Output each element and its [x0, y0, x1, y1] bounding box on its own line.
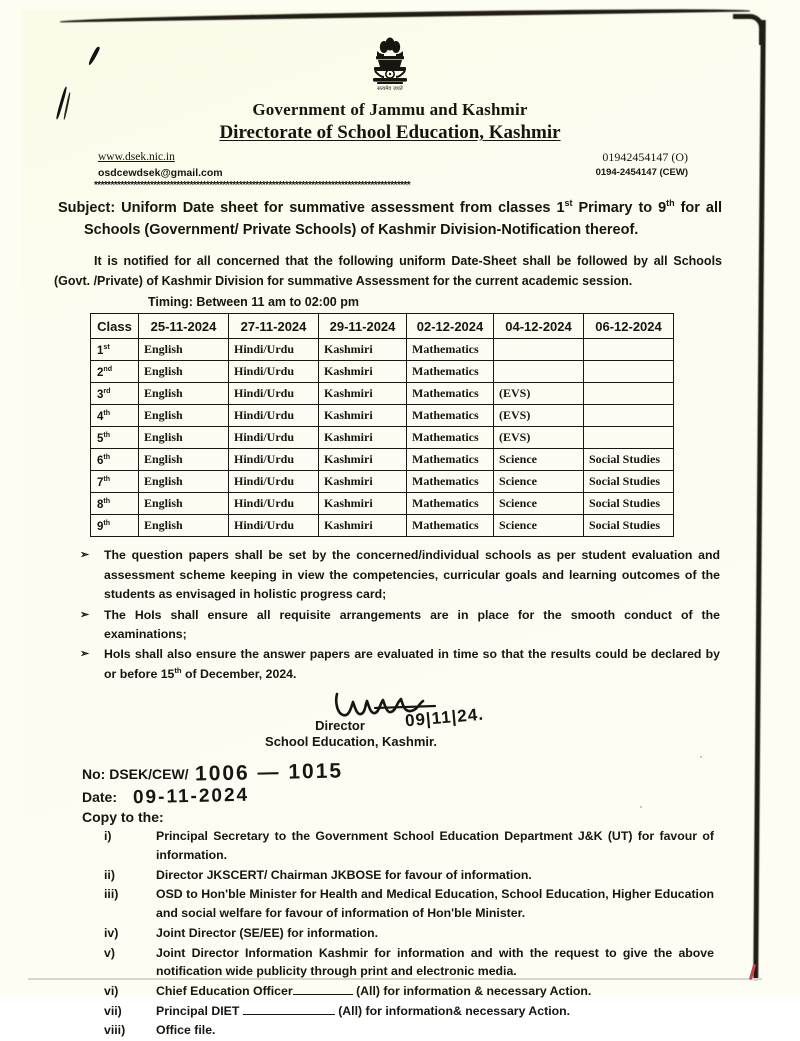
table-cell-subject: Science	[494, 471, 584, 493]
copy-to-item	[82, 885, 728, 922]
signature-title: Director	[315, 718, 365, 734]
table-cell-class: 1st	[91, 339, 139, 361]
contact-left	[98, 149, 223, 181]
copy-to-item-number: ii)	[104, 867, 115, 882]
table-cell-subject: Hindi/Urdu	[229, 515, 319, 537]
reference-date-value: 09-11-2024	[132, 785, 250, 809]
reference-block	[52, 761, 728, 1040]
signature-date: 09|11|24.	[404, 704, 485, 731]
table-row	[91, 471, 674, 493]
table-cell-class: 3rd	[91, 383, 139, 405]
notification-paragraph: It is notified for all concerned that the following uniform Date-Sheet shall be followed by all Schools (Govt. /Private) of Kashmir Division for summative Assessment for the current academic session.	[54, 253, 722, 289]
table-cell-subject: English	[139, 383, 229, 405]
copy-to-item-number: vii)	[104, 1003, 122, 1018]
copy-to-item-text	[156, 982, 728, 1001]
table-cell-subject: (EVS)	[494, 383, 584, 405]
table-cell-subject: English	[139, 471, 229, 493]
table-cell-subject: Social Studies	[584, 493, 674, 515]
table-cell-subject: Mathematics	[407, 361, 494, 383]
table-cell-subject: Mathematics	[407, 405, 494, 427]
table-cell-class: 6th	[91, 449, 139, 471]
table-col-date-1: 25-11-2024	[139, 314, 229, 339]
table-cell-class: 2nd	[91, 361, 139, 383]
table-cell-subject: Social Studies	[584, 515, 674, 537]
table-cell-subject: English	[139, 361, 229, 383]
copy-to-item	[82, 866, 728, 885]
copy-to-text-part-1: Principal DIET	[156, 1003, 243, 1018]
subject-line1: Uniform Date sheet for summative assessment from classes 1st Primary to 9th for all Schools (Government/ Private Schools) of Kashmir Division-Notification thereof.	[84, 198, 723, 239]
table-cell-subject: Mathematics	[407, 493, 494, 515]
table-row	[91, 405, 674, 427]
table-cell-subject	[584, 427, 674, 449]
table-cell-subject: Mathematics	[407, 449, 494, 471]
emblem-container	[52, 34, 728, 99]
instruction-item	[80, 606, 720, 645]
table-cell-subject: Mathematics	[407, 427, 494, 449]
header-divider: ************************************************************************************************	[94, 179, 410, 191]
table-row	[91, 361, 674, 383]
table-col-date-4: 02-12-2024	[407, 314, 494, 339]
table-cell-subject	[584, 383, 674, 405]
table-cell-class: 4th	[91, 405, 139, 427]
copy-to-item	[82, 944, 728, 981]
arrow-bullet-icon: ➢	[80, 549, 90, 562]
signature-office: School Education, Kashmir.	[265, 734, 437, 750]
copy-to-item-number: iii)	[104, 887, 119, 902]
table-cell-subject: Social Studies	[584, 449, 674, 471]
table-cell-subject: Kashmiri	[319, 493, 407, 515]
table-col-date-5: 04-12-2024	[494, 314, 584, 339]
instruction-item	[80, 546, 720, 604]
copy-to-item-number: v)	[104, 945, 115, 960]
email-address[interactable]: osdcewdsek@gmail.com	[98, 166, 223, 179]
copy-to-item-text	[156, 1002, 728, 1021]
table-col-date-2: 27-11-2024	[229, 314, 319, 339]
copy-to-text-part-2: (All) for information & necessary Action.	[352, 983, 592, 998]
timing-line: Timing: Between 11 am to 02:00 pm	[148, 295, 359, 310]
table-cell-subject: English	[139, 405, 229, 427]
contact-right	[596, 149, 688, 180]
subject-ordinal-1: st	[564, 198, 573, 209]
table-cell-subject: Kashmiri	[319, 515, 407, 537]
contact-row	[98, 149, 688, 181]
table-cell-class: 5th	[91, 427, 139, 449]
table-cell-subject: Science	[494, 449, 584, 471]
table-cell-subject	[584, 405, 674, 427]
table-cell-subject: Mathematics	[407, 383, 494, 405]
fill-in-blank[interactable]	[243, 1014, 335, 1015]
copy-to-item-text: OSD to Hon'ble Minister for Health and Medical Education, School Education, Higher Education and social welfare for favour of information of Hon'ble Minister.	[156, 887, 714, 921]
copy-to-item	[82, 982, 728, 1001]
table-cell-subject	[494, 339, 584, 361]
subject-ordinal-2: th	[666, 198, 675, 209]
arrow-bullet-icon: ➢	[80, 608, 90, 621]
table-cell-subject: English	[139, 339, 229, 361]
table-row	[91, 383, 674, 405]
reference-date-row	[82, 786, 728, 808]
table-cell-subject: Mathematics	[407, 515, 494, 537]
table-cell-subject: Hindi/Urdu	[229, 427, 319, 449]
date-sheet-table	[90, 313, 674, 537]
copy-to-item-number: viii)	[104, 1023, 126, 1038]
reference-number-value: 1006 — 1015	[194, 759, 343, 786]
document-content	[52, 18, 728, 1041]
phone-office: 01942454147 (O)	[602, 150, 688, 164]
copy-to-item-text: Director JKSCERT/ Chairman JKBOSE for favour of information.	[156, 867, 532, 882]
copy-to-item-text: Joint Director (SE/EE) for information.	[156, 925, 379, 940]
subject-block	[52, 197, 728, 242]
subject-label: Subject:	[58, 199, 116, 216]
table-cell-subject: English	[139, 515, 229, 537]
table-cell-subject: (EVS)	[494, 427, 584, 449]
table-row	[91, 339, 674, 361]
copy-to-item	[82, 1002, 728, 1021]
copy-to-label: Copy to the:	[82, 809, 164, 826]
copy-to-item	[82, 1021, 728, 1040]
table-cell-subject: Hindi/Urdu	[229, 383, 319, 405]
table-cell-subject: Hindi/Urdu	[229, 339, 319, 361]
table-cell-subject: Hindi/Urdu	[229, 493, 319, 515]
instruction-item	[80, 645, 720, 684]
arrow-bullet-icon: ➢	[80, 648, 90, 661]
table-row	[91, 449, 674, 471]
instruction-text: The HoIs shall ensure all requisite arrangements are in place for the smooth conduct of the examinations;	[104, 607, 720, 642]
table-body	[91, 339, 674, 537]
table-row	[91, 427, 674, 449]
table-cell-subject: Hindi/Urdu	[229, 449, 319, 471]
copy-to-item-number: iv)	[104, 925, 119, 940]
instructions-list	[80, 546, 720, 684]
reference-number-row	[82, 761, 728, 785]
organization-name: Government of Jammu and Kashmir	[252, 100, 528, 119]
website-link[interactable]: www.dsek.nic.in	[98, 151, 175, 163]
table-row	[91, 515, 674, 537]
phone-cew: 0194-2454147 (CEW)	[595, 167, 688, 179]
table-cell-subject	[584, 361, 674, 383]
ashoka-emblem-icon	[367, 34, 413, 94]
table-cell-subject: Mathematics	[407, 339, 494, 361]
table-cell-subject: Hindi/Urdu	[229, 361, 319, 383]
table-col-date-3: 29-11-2024	[319, 314, 407, 339]
signature-block	[52, 692, 728, 749]
table-cell-subject: English	[139, 427, 229, 449]
table-cell-subject: Hindi/Urdu	[229, 405, 319, 427]
copy-to-text-part-1: Chief Education Officer	[156, 983, 293, 998]
fill-in-blank[interactable]	[293, 994, 353, 995]
table-cell-subject: Kashmiri	[319, 361, 407, 383]
table-col-class: Class	[91, 314, 139, 339]
table-cell-subject: Social Studies	[584, 471, 674, 493]
directorate-name: Directorate of School Education, Kashmir	[219, 122, 561, 143]
table-cell-subject: English	[139, 493, 229, 515]
table-row	[91, 493, 674, 515]
table-cell-subject	[584, 339, 674, 361]
table-cell-subject: Kashmiri	[319, 449, 407, 471]
table-cell-subject: Kashmiri	[319, 405, 407, 427]
table-cell-class: 8th	[91, 493, 139, 515]
scan-edge-corner	[733, 14, 764, 45]
copy-to-item-text: Joint Director Information Kashmir for information and with the request to give the above notification wide publicity through print and electronic media.	[156, 945, 714, 979]
copy-to-item	[82, 827, 728, 864]
table-cell-subject	[494, 361, 584, 383]
table-cell-subject: Science	[494, 493, 584, 515]
copy-to-item-number: vi)	[104, 983, 119, 998]
table-cell-class: 9th	[91, 515, 139, 537]
copy-to-item	[82, 924, 728, 943]
copy-to-text-part-2: (All) for information& necessary Action.	[334, 1003, 571, 1018]
table-header-row	[91, 314, 674, 339]
table-cell-subject: (EVS)	[494, 405, 584, 427]
reference-date-label: Date:	[82, 789, 118, 806]
table-cell-subject: Mathematics	[407, 471, 494, 493]
instruction-text: HoIs shall also ensure the answer papers are evaluated in time so that the results could be declared by or before 15th of December, 2024.	[104, 647, 720, 681]
copy-to-item-number: i)	[104, 829, 112, 844]
table-cell-class: 7th	[91, 471, 139, 493]
table-col-date-6: 06-12-2024	[584, 314, 674, 339]
reference-number-label: No: DSEK/CEW/	[82, 766, 189, 783]
table-cell-subject: Kashmiri	[319, 427, 407, 449]
copy-to-item-text: Office file.	[156, 1023, 216, 1038]
instruction-text: The question papers shall be set by the concerned/individual schools as per student evaluation and assessment scheme keeping in view the competencies, curricular goals and learning outcomes of the students as envisaged in holistic progress card;	[104, 548, 720, 602]
copy-to-item-text: Principal Secretary to the Government School Education Department J&K (UT) for favour of information.	[156, 829, 714, 863]
table-cell-subject: Kashmiri	[319, 471, 407, 493]
copy-to-list	[82, 827, 728, 1040]
table-cell-subject: Science	[494, 515, 584, 537]
table-cell-subject: Hindi/Urdu	[229, 471, 319, 493]
table-cell-subject: Kashmiri	[319, 383, 407, 405]
svg-text:सत्यमेव जयते: सत्यमेव जयते	[377, 86, 403, 92]
table-cell-subject: English	[139, 449, 229, 471]
table-cell-subject: Kashmiri	[319, 339, 407, 361]
